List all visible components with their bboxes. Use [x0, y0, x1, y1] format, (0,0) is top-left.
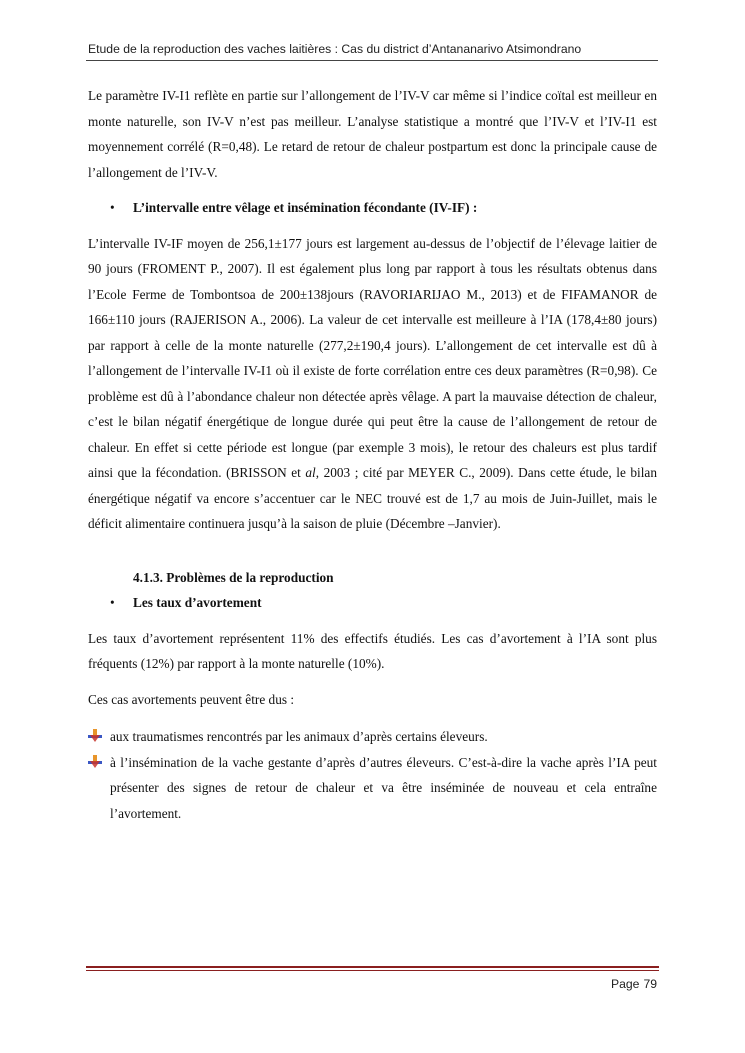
arrow-bullet-icon [88, 755, 102, 769]
bullet-heading-text: Les taux d’avortement [133, 595, 262, 610]
footer-divider-thin [86, 970, 659, 971]
paragraph-taux-avortement: Les taux d’avortement représentent 11% des effectifs étudiés. Les cas d’avortement à l’IA sont plus fréquents (12%) par rapport à la monte naturelle (10%). [88, 630, 657, 671]
paragraph-iv-if-italic: al [305, 465, 316, 480]
arrow-bullet-icon [88, 729, 102, 743]
bullet-dot-icon: • [110, 200, 115, 215]
list-item [88, 750, 657, 827]
page-number [611, 977, 657, 991]
bullet-dot-icon: • [110, 595, 115, 610]
section-heading-4-1-3: 4.1.3. Problèmes de la reproduction [133, 569, 334, 585]
bullet-heading-iv-if [88, 195, 657, 221]
paragraph-causes-intro: Ces cas avortements peuvent être dus : [88, 691, 295, 707]
paragraph-iv-if-text-1: L’intervalle IV-IF moyen de 256,1±177 jours est largement au-dessus de l’objectif de l’élevage laitier de 90 jours (FROMENT P., 2007). Il est également plus long par rapport à tous les résultats obtenus dans l’Ecole Ferme de Tombontsoa de 200±138jours (RAVORIARIJAO M., 2013) et de FIFAMANOR de 166±110 jours (RAJERISON A., 2006). La valeur de cet intervalle est meilleure à l’IA (178,4±80 jours) par rapport à celle de la monte naturelle (277,2±190,4 jours). L’allongement de cet intervalle est dû à l’allongement de l’intervalle IV-I1 où il existe de forte corrélation entre ces deux paramètres (R=0,98). Ce problème est dû à l’abondance chaleur non détectée après vêlage. A part la mauvaise détection de chaleur, c’est le bilan négatif énergétique de longue durée qui peut être la cause de l’allongement de retour de chaleur. En effet si cette période est longue (par exemple 3 mois), le retour des chaleurs est plus tardif ainsi que la fécondation. (BRISSON et [88, 235, 657, 480]
paragraph-iv-if-text-2: , 2003 ; cité par MEYER C., 2009). Dans cette étude, le bilan énergétique négatif va encore s’accentuer car le NEC trouvé est de 1,7 au mois de Juin-Juillet, mais le déficit alimentaire continuera jusqu’à la saison de pluie (Décembre –Janvier). [88, 465, 657, 531]
bullet-heading-text: L’intervalle entre vêlage et insémination fécondante (IV-IF) : [133, 200, 478, 215]
list-item-text: à l’insémination de la vache gestante d’après d’autres éleveurs. C’est-à-dire la vache après l’IA peut présenter des signes de retour de chaleur et va être inséminée de nouveau et cela entraîne l’avortement. [110, 754, 657, 821]
running-header: Etude de la reproduction des vaches laitières : Cas du district d’Antananarivo Atsimondrano [88, 42, 582, 56]
page-label: Page [610, 977, 640, 991]
paragraph-iv-if [88, 231, 657, 537]
page-number-value: 79 [643, 977, 657, 991]
list-item [88, 724, 657, 750]
bullet-heading-avortement [88, 590, 657, 616]
paragraph-iv-i1: Le paramètre IV-I1 reflète en partie sur l’allongement de l’IV-V car même si l’indice coïtal est meilleur en monte naturelle, son IV-V n’est pas meilleur. L’analyse statistique a montré que l’IV-V et l’IV-I1 est moyennement corrélé (R=0,48). Le retard de retour de chaleur postpartum est donc la principale cause de l’allongement de l’IV-V. [88, 88, 657, 180]
header-divider [86, 60, 658, 61]
list-item-text: aux traumatismes rencontrés par les animaux d’après certains éleveurs. [110, 729, 488, 744]
page-body [88, 83, 657, 826]
footer-divider-thick [86, 966, 659, 968]
